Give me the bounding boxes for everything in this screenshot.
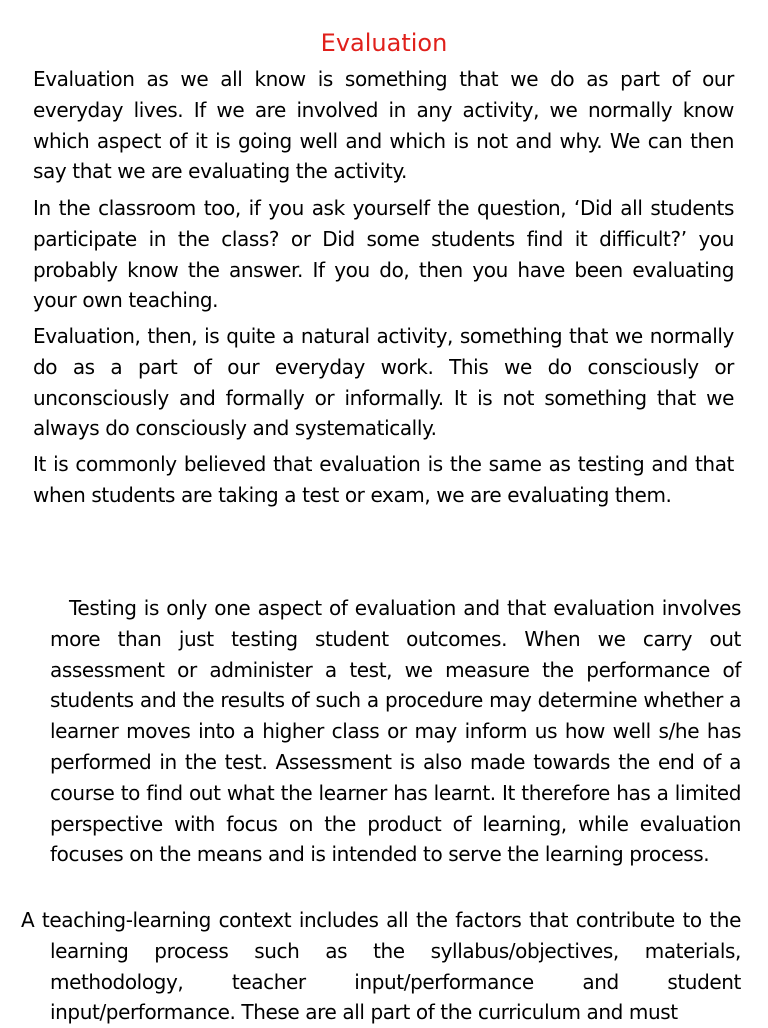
paragraph-4: It is commonly believed that evaluation is the same as testing and that when students are taking a test or exam, we are evaluating them. — [33, 452, 734, 507]
paragraph-3: Evaluation, then, is quite a natural activity, something that we normally do as a part of our everyday work. This we do consciously or unconsciously and formally or informally. It is not something that we always do consciously and systematically. — [33, 324, 734, 441]
paragraph-5: Testing is only one aspect of evaluation and that evaluation involves more than just testing student outcomes. When we carry out assessment or administer a test, we measure the performance of students and the results of such a procedure may determine whether a learner moves into a higher class or may inform us how well s/he has performed in the test. Assessment is also made towards the end of a course to find out what the learner has learnt. It therefore has a limited perspective with focus on the product of learning, while evaluation focuses on the means and is intended to serve the learning process. — [50, 596, 741, 867]
paragraph-6: A teaching-learning context includes all the factors that contribute to the learning process such as the syllabus/objectives, materials, methodology, teacher input/performance and student input/performance. These are all part of the curriculum and must — [21, 908, 741, 1025]
paragraph-2: In the classroom too, if you ask yourself the question, ‘Did all students participate in the class? or Did some students find it difficult?’ you probably know the answer. If you do, then you have been evaluating your own teaching. — [33, 196, 734, 313]
paragraph-1: Evaluation as we all know is something that we do as part of our everyday lives. If we are involved in any activity, we normally know which aspect of it is going well and which is not and why. We can then say that we are evaluating the activity. — [33, 67, 734, 184]
page-title: Evaluation — [320, 29, 448, 57]
